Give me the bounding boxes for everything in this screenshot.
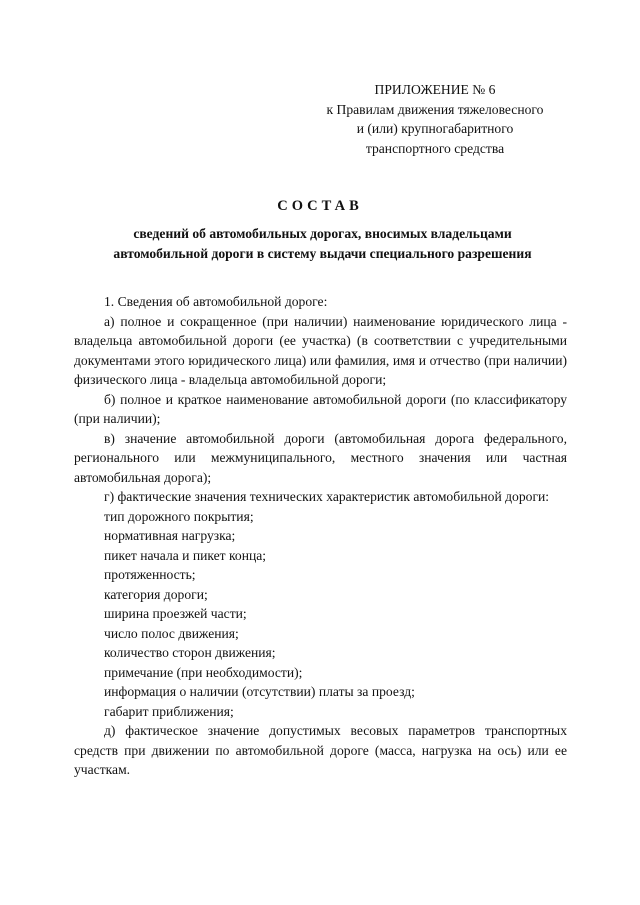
list-item: ширина проезжей части; xyxy=(104,606,247,621)
list-item: категория дороги; xyxy=(104,586,208,602)
item-v: в) значение автомобильной дороги (автомобильная дорога федерального, регионального или межмуниципального, местного значения или частная автомобильная дорога); xyxy=(74,430,567,485)
list-item: нормативная нагрузка; xyxy=(104,528,236,543)
item-g: г) фактические значения технических характеристик автомобильной дороги: xyxy=(104,489,550,504)
item-b: б) полное и краткое наименование автомобильной дороги (по классификатору (при наличии); xyxy=(74,391,567,426)
appendix-header xyxy=(290,80,580,158)
appendix-ref-line-3: транспортного средства xyxy=(365,140,505,156)
list-item: пикет начала и пикет конца; xyxy=(104,547,267,563)
item-d: д) фактическое значение допустимых весовых параметров транспортных средств при движении по автомобильной дороге (масса, нагрузка на ось) или ее участкам. xyxy=(74,723,567,777)
list-item: количество сторон движения; xyxy=(104,645,276,660)
document-subtitle xyxy=(70,224,575,263)
list-item: примечание (при необходимости); xyxy=(104,664,303,680)
item-a: а) полное и сокращенное (при наличии) наименование юридического лица - владельца автомобильной дороги (ее участка) (в соответствии с учредительными документами этого юридического лица) или фамилия, имя и отчество (при наличии) физического лица - владельца автомобильной дороги; xyxy=(74,313,567,387)
subtitle-line-1: сведений об автомобильных дорогах, вносимых владельцами xyxy=(133,226,512,241)
list-item: информация о наличии (отсутствии) платы за проезд; xyxy=(104,684,415,699)
appendix-ref-line-2: и (или) крупногабаритного xyxy=(356,121,514,136)
document-title: СОСТАВ xyxy=(277,198,363,214)
document-body xyxy=(74,292,567,780)
list-item: габарит приближения; xyxy=(104,703,234,719)
list-item: тип дорожного покрытия; xyxy=(104,508,254,524)
section-intro: 1. Сведения об автомобильной дороге: xyxy=(104,294,328,309)
subtitle-line-2: автомобильной дороги в систему выдачи специального разрешения xyxy=(113,245,532,261)
list-item: протяженность; xyxy=(104,567,196,582)
appendix-ref-line-1: к Правилам движения тяжеловесного xyxy=(326,101,544,117)
list-item: число полос движения; xyxy=(104,625,239,641)
appendix-number: ПРИЛОЖЕНИЕ № 6 xyxy=(374,82,496,97)
